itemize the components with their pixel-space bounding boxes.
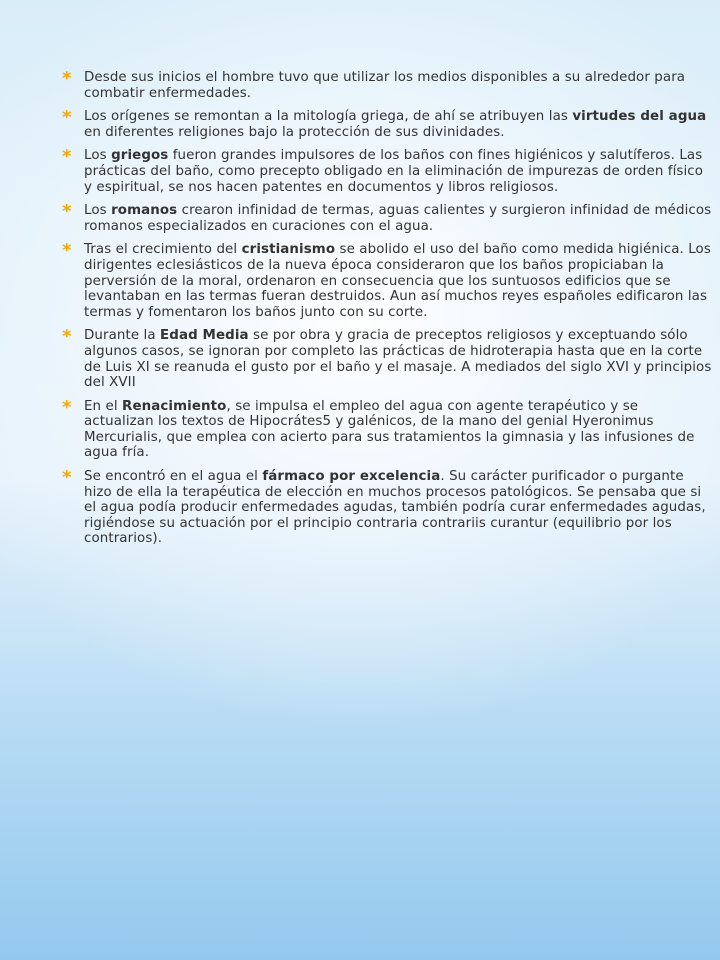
bullet-text [84, 328, 711, 390]
list-item [62, 396, 712, 461]
bullet-text [84, 109, 706, 140]
asterisk-bullet-icon: * [62, 201, 72, 223]
bold-text-segment: Renacimiento [122, 398, 227, 414]
text-segment: se abolido el uso del baño como medida higiénica. Los dirigentes eclesiásticos de la nueva época consideraron que los baños propiciaban la perversión de la moral, ordenaron en consecuencia que los suntuosos edificios que se levantaban en las termas fueran destruidos. Aun así muchos reyes españoles edificaron las termas y fomentaron los baños junto con su corte. [84, 242, 711, 320]
bold-text-segment: virtudes del agua [572, 109, 707, 125]
bold-text-segment: fármaco por excelencia [262, 469, 441, 485]
text-segment: en diferentes religiones bajo la protección de sus divinidades. [84, 124, 505, 140]
bullet-text [84, 203, 711, 234]
list-item [62, 109, 712, 140]
text-segment: Los [84, 203, 112, 219]
asterisk-bullet-icon: * [62, 107, 72, 129]
text-segment: fueron grandes impulsores de los baños con fines higiénicos y salutíferos. Las prácticas del baño, como precepto obligado en la eliminación de impurezas de orden físico y espiritual, se nos hacen patentes en documentos y libros religiosos. [84, 148, 704, 195]
bold-text-segment: Edad Media [160, 328, 249, 344]
list-item [62, 469, 712, 547]
text-segment: , se impulsa el empleo del agua con agente terapéutico y se actualizan los textos de Hipocrátes5 y galénicos, de la mano del genial Hyeronimus Mercurialis, que emplea con acierto para sus tratamientos la gimnasia y las infusiones de agua fría. [84, 398, 695, 461]
asterisk-bullet-icon: * [62, 146, 72, 168]
bullet-text [84, 148, 703, 194]
text-segment: Se encontró en el agua el [84, 469, 263, 485]
bold-text-segment: cristianismo [241, 242, 336, 258]
list-item [62, 148, 712, 195]
text-segment: . Su carácter purificador o purgante hizo de ella la terapéutica de elección en muchos procesos patológicos. Se pensaba que si el agua podía producir enfermedades agudas, también podría curar enfermedades agudas, rigiéndose su actuación por el principio contraria contrariis curantur (equilibrio por los contrarios). [84, 469, 706, 547]
text-segment: En el [84, 398, 123, 414]
bullet-text [84, 469, 706, 546]
asterisk-bullet-icon: * [62, 240, 72, 262]
asterisk-bullet-icon: * [62, 68, 72, 89]
bullet-text [84, 242, 711, 319]
text-segment: se por obra y gracia de preceptos religiosos y exceptuando sólo algunos casos, se ignoran por completo las prácticas de hidroterapia hasta que en la corte de Luis XI se reanuda el gusto por el baño y el masaje. A mediados del siglo XVI y principios del XVII [84, 328, 712, 391]
text-segment: crearon infinidad de termas, aguas calientes y surgieron infinidad de médicos romanos especializados en curaciones con el agua. [84, 203, 712, 234]
text-segment: Tras el crecimiento del [84, 242, 242, 258]
bullet-text [84, 399, 694, 461]
asterisk-bullet-icon: * [62, 467, 72, 489]
bold-text-segment: romanos [111, 203, 178, 219]
asterisk-bullet-icon: * [62, 396, 72, 418]
list-item [62, 328, 712, 390]
bold-text-segment: griegos [111, 148, 169, 164]
asterisk-bullet-icon: * [62, 326, 72, 348]
list-item [62, 70, 712, 101]
bullet-list [62, 70, 712, 555]
bullet-text [84, 70, 685, 101]
list-item [62, 203, 712, 234]
text-segment: Desde sus inicios el hombre tuvo que utilizar los medios disponibles a su alrededor para combatir enfermedades. [84, 70, 686, 101]
text-segment: Los [84, 148, 112, 164]
text-segment: Los orígenes se remontan a la mitología griega, de ahí se atribuyen las [84, 109, 573, 125]
list-item [62, 242, 712, 320]
text-segment: Durante la [84, 328, 161, 344]
